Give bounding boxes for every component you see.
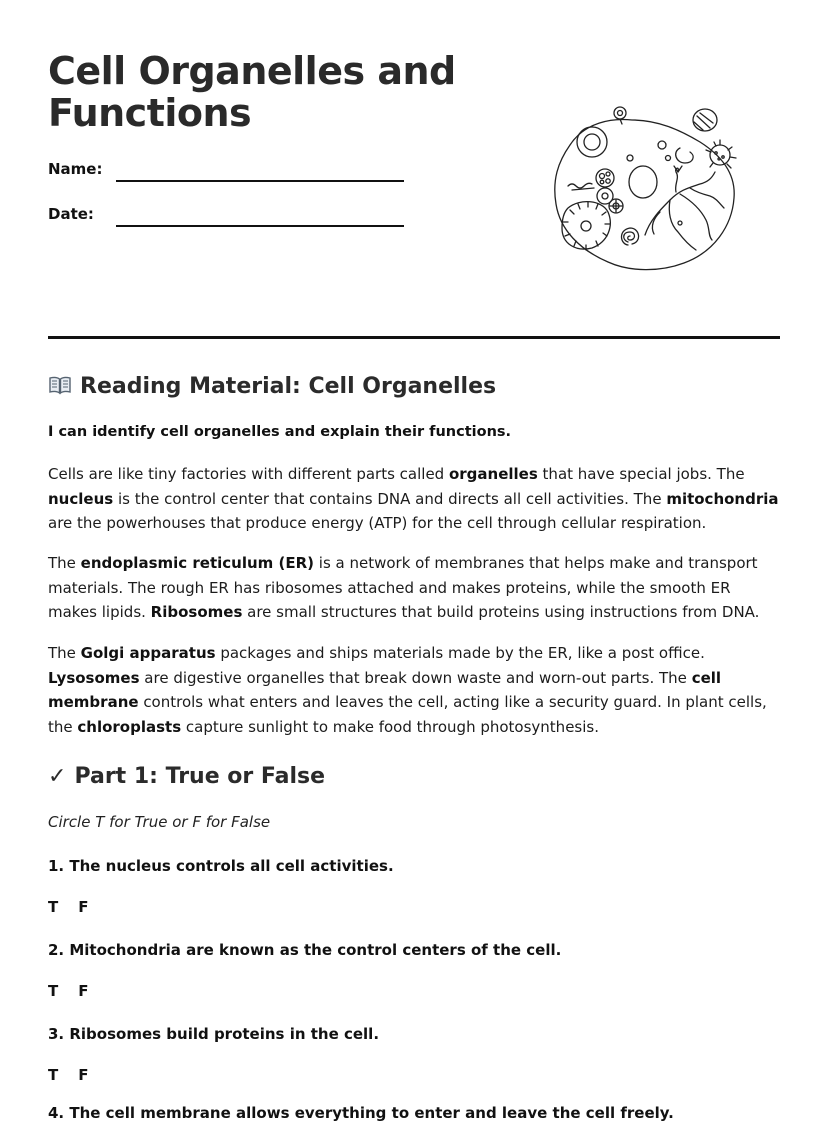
paragraph-text: packages and ships materials made by the ER, like a post office.	[215, 644, 705, 662]
date-label: Date:	[48, 205, 94, 223]
reading-paragraph-1	[48, 462, 783, 536]
cell-illustration	[550, 100, 740, 275]
name-label: Name:	[48, 160, 103, 178]
true-option[interactable]: T	[48, 898, 59, 916]
section-divider	[48, 336, 780, 339]
paragraph-text: The	[48, 554, 81, 572]
paragraph-text: The	[48, 644, 81, 662]
question-3: 3. Ribosomes build proteins in the cell.	[48, 1025, 380, 1043]
false-option[interactable]: F	[78, 898, 89, 916]
true-option[interactable]: T	[48, 982, 59, 1000]
reading-heading-text: Reading Material: Cell Organelles	[80, 374, 497, 399]
date-field[interactable]	[116, 225, 404, 227]
paragraph-text: is the control center that contains DNA and directs all cell activities. The	[113, 489, 667, 508]
part1-heading	[48, 764, 325, 789]
key-term: mitochondria	[666, 489, 779, 508]
answer-choices-3	[48, 1066, 108, 1084]
part1-instruction: Circle T for True or F for False	[48, 813, 271, 831]
question-1: 1. The nucleus controls all cell activities.	[48, 857, 394, 875]
key-term: cell membrane	[48, 668, 722, 711]
key-term: Lysosomes	[48, 668, 140, 687]
question-2: 2. Mitochondria are known as the control centers of the cell.	[48, 941, 562, 959]
key-term: Golgi apparatus	[80, 644, 216, 662]
key-term: nucleus	[48, 489, 114, 508]
true-option[interactable]: T	[48, 1066, 59, 1084]
key-term: organelles	[448, 465, 538, 483]
paragraph-text: are the powerhouses that produce energy (ATP) for the cell through cellular respiration.	[48, 514, 707, 532]
answer-choices-2	[48, 982, 108, 1000]
paragraph-text: is a network of membranes that helps make and transport materials. The rough ER has ribosomes attached and makes proteins, while the smooth ER makes lipids.	[48, 554, 758, 621]
check-mark-icon: ✓	[48, 764, 67, 789]
paragraph-text: capture sunlight to make food through photosynthesis.	[181, 717, 599, 736]
reading-paragraph-2	[48, 551, 783, 625]
paragraph-text: are small structures that build proteins using instructions from DNA.	[242, 603, 760, 621]
key-term: endoplasmic reticulum (ER)	[80, 554, 315, 572]
paragraph-text: are digestive organelles that break down waste and worn-out parts. The	[139, 668, 692, 687]
learning-objective: I can identify cell organelles and explain their functions.	[48, 424, 512, 440]
paragraph-text: that have special jobs. The	[537, 465, 745, 483]
false-option[interactable]: F	[78, 982, 89, 1000]
question-4: 4. The cell membrane allows everything to enter and leave the cell freely.	[48, 1104, 674, 1122]
part1-heading-text: Part 1: True or False	[74, 764, 326, 789]
name-field[interactable]	[116, 180, 404, 182]
open-book-icon	[48, 374, 72, 399]
key-term: Ribosomes	[150, 603, 243, 621]
answer-choices-1	[48, 898, 108, 916]
reading-heading	[48, 374, 496, 399]
key-term: chloroplasts	[77, 717, 182, 736]
reading-paragraph-3	[48, 641, 783, 739]
false-option[interactable]: F	[78, 1066, 89, 1084]
paragraph-text: Cells are like tiny factories with different parts called	[48, 465, 449, 483]
paragraph-text: controls what enters and leaves the cell, acting like a security guard. In plant cells, the	[48, 693, 767, 736]
worksheet-title: Cell Organelles and Functions	[48, 49, 456, 135]
